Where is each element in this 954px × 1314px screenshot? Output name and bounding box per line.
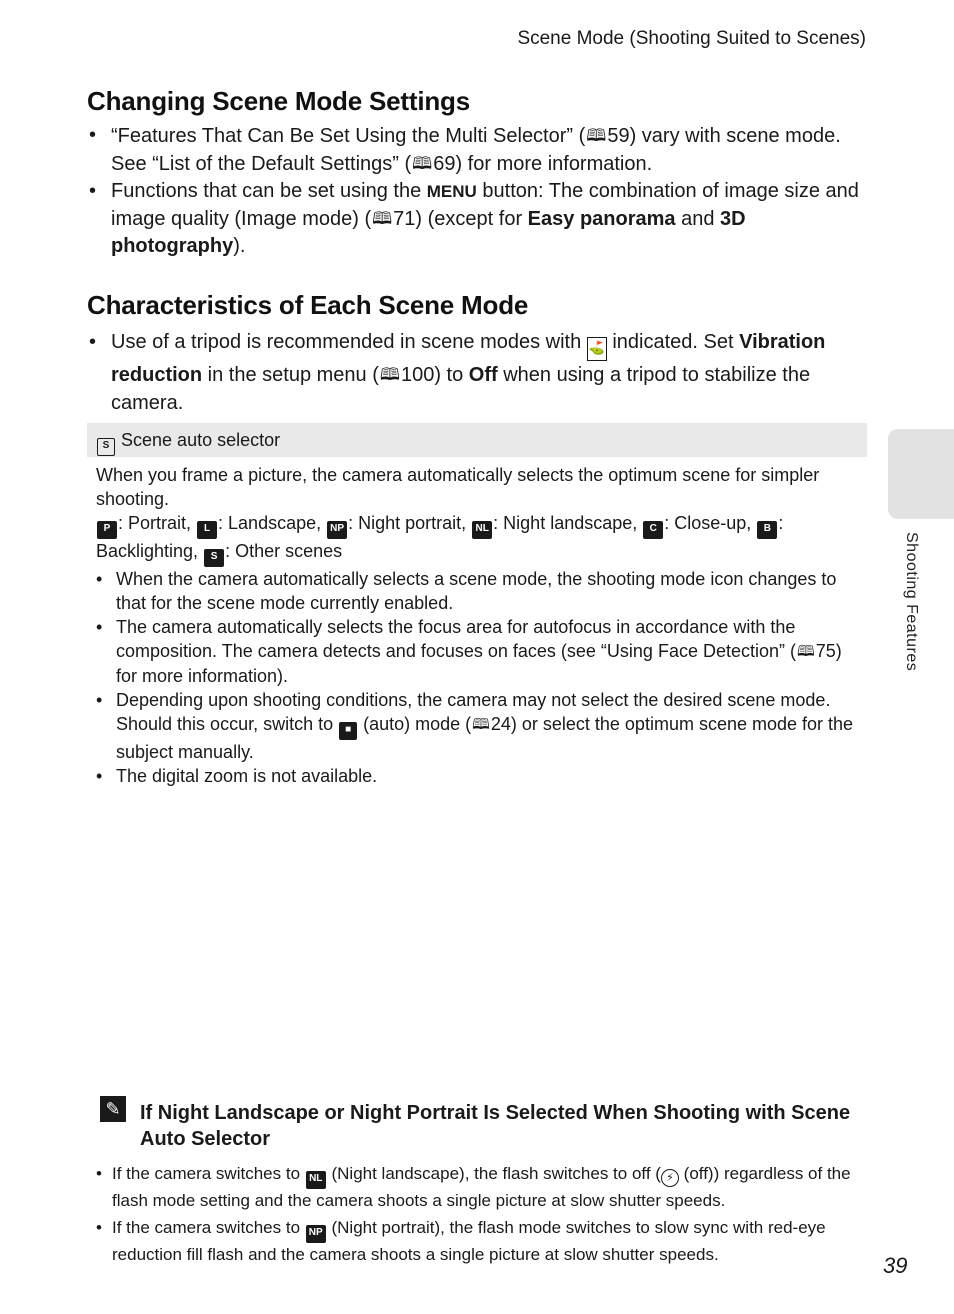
scene-auto-icon: S [97, 438, 115, 456]
list-item: • Depending upon shooting conditions, the camera may not select the desired scene mode. Should this occur, switch to ■ (auto) mode (🕮24) or select the optimum scene mode for the subject manually. [96, 688, 858, 764]
side-tab-label: Shooting Features [903, 532, 920, 672]
book-reference-icon: 🕮 [586, 126, 607, 145]
portrait-icon: P [97, 521, 117, 539]
section-side-tab [888, 429, 954, 519]
book-reference-icon: 🕮 [379, 365, 400, 384]
tripod-icon: ⛳ [587, 337, 607, 361]
book-reference-icon: 🕮 [472, 716, 490, 733]
scene-auto-intro: When you frame a picture, the camera automatically selects the optimum scene for simpler shooting. [96, 465, 820, 509]
list-item: • The digital zoom is not available. [96, 764, 858, 788]
auto-mode-camera-icon: ■ [339, 722, 357, 740]
list-item: • Functions that can be set using the MENU button: The combination of image size and image quality (Image mode) (🕮71) (except for Easy panorama and 3D photography). [87, 178, 867, 260]
tripod-bullet-list [87, 328, 867, 417]
book-reference-icon: 🕮 [797, 643, 815, 660]
night-portrait-icon: NP [327, 521, 347, 539]
list-item: • The camera automatically selects the focus area for autofocus in accordance with the composition. The camera detects and focuses on faces (see “Using Face Detection” (🕮75) for more information). [96, 615, 858, 688]
other-scenes-icon: S [204, 549, 224, 567]
backlighting-icon: B [757, 521, 777, 539]
list-item: • Use of a tripod is recommended in scene modes with ⛳ indicated. Set Vibration reduction in the setup menu (🕮100) to Off when using a tripod to stabilize the camera. [87, 328, 867, 417]
note-bullet-list [96, 1162, 858, 1270]
book-reference-icon: 🕮 [412, 154, 433, 173]
scene-auto-title: S Scene auto selector [96, 430, 280, 456]
scene-auto-body [96, 463, 858, 788]
book-reference-icon: 🕮 [372, 209, 393, 228]
settings-bullet-list [87, 122, 867, 260]
list-item: • If the camera switches to NP (Night portrait), the flash mode switches to slow sync with red-eye reduction fill flash and the camera shoots a single picture at slow shutter speeds. [96, 1216, 858, 1267]
night-landscape-icon: NL [472, 521, 492, 539]
scene-auto-bullet-list [96, 567, 858, 788]
note-title: If Night Landscape or Night Portrait Is Selected When Shooting with Scene Auto Selector [140, 1102, 851, 1150]
pencil-note-icon: ✎ [100, 1096, 126, 1122]
list-item: • When the camera automatically selects a scene mode, the shooting mode icon changes to that for the scene mode currently enabled. [96, 567, 858, 615]
menu-button-glyph: MENU [426, 182, 477, 201]
page-number: 39 [883, 1253, 908, 1278]
section-heading-characteristics: Characteristics of Each Scene Mode [87, 290, 529, 320]
list-item: • If the camera switches to NL (Night landscape), the flash switches to off ( ⚡ (off)) regardless of the flash mode setting and the camera shoots a single picture at slow shutter speeds. [96, 1162, 858, 1213]
flash-off-icon: ⚡ [661, 1169, 679, 1187]
close-up-icon: C [643, 521, 663, 539]
scene-mode-legend: P : Portrait, L : Landscape, NP : Night portrait, NL : Night landscape, C : Close-up, B : Backlighting, S : Other scenes [96, 511, 858, 567]
list-item: • “Features That Can Be Set Using the Multi Selector” (🕮59) vary with scene mode. See “List of the Default Settings” (🕮69) for more information. [87, 122, 867, 178]
night-landscape-icon: NL [306, 1171, 326, 1189]
running-header: Scene Mode (Shooting Suited to Scenes) [517, 28, 866, 49]
night-portrait-icon: NP [306, 1225, 326, 1243]
section-heading-changing-settings: Changing Scene Mode Settings [87, 86, 470, 116]
landscape-icon: L [197, 521, 217, 539]
